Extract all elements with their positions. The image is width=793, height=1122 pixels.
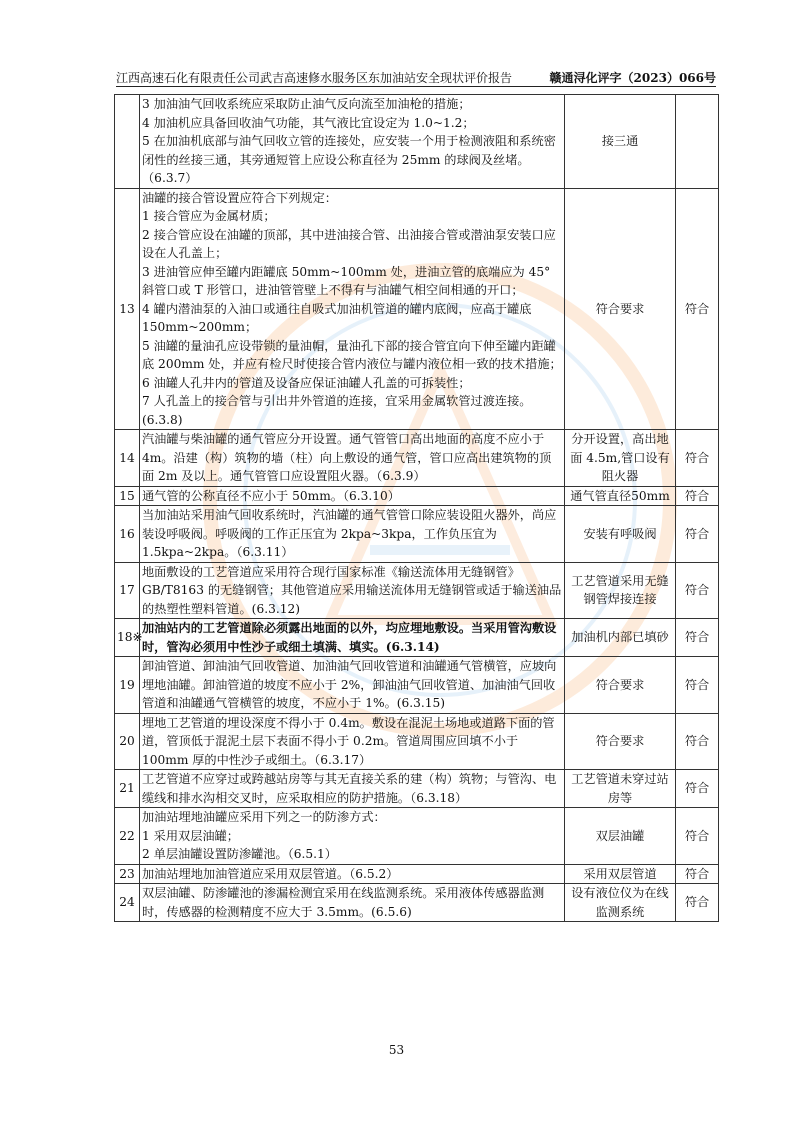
requirement-cell (140, 619, 565, 657)
requirement-cell (140, 430, 565, 487)
requirement-line: 工艺管道不应穿过或跨越站房等与其无直接关系的建（构）筑物；与管沟、电缆线和排水沟相交叉时，应采取相应的防护措施。（6.3.18） (142, 772, 557, 805)
table-row (115, 864, 719, 884)
requirement-cell (140, 808, 565, 865)
requirement-cell (140, 884, 565, 922)
check-result: 符合 (676, 430, 719, 487)
table-row (115, 506, 719, 563)
item-number: 22 (115, 808, 140, 865)
requirement-line: 通气管的公称直径不应小于 50mm。（6.3.10） (142, 488, 400, 503)
item-number: 20 (115, 713, 140, 770)
requirement-line: 当加油站采用油气回收系统时，汽油罐的通气管管口除应装设阻火器外，尚应装设呼吸阀。呼吸阀的工作正压宜为 2kpa~3kpa，工作负压宜为 1.5kpa~2kpa。（6.3.11） (142, 508, 557, 559)
requirement-cell (140, 188, 565, 430)
actual-situation: 通气管直径50mm (565, 486, 676, 506)
requirement-cell (140, 95, 565, 189)
table-row (115, 713, 719, 770)
table-row (115, 657, 719, 714)
actual-situation: 符合要求 (565, 188, 676, 430)
requirement-line: 卸油管道、卸油油气回收管道、加油油气回收管道和油罐通气管横管，应坡向埋地油罐。卸油管道的坡度不应小于 2%，卸油油气回收管道、加油油气回收管道和油罐通气管横管的坡度，不应小于 1%。(6.3.15) (142, 659, 557, 710)
table-row (115, 486, 719, 506)
requirement-cell (140, 864, 565, 884)
check-result: 符合 (676, 808, 719, 865)
requirement-cell (140, 506, 565, 563)
requirement-line: 加油站埋地油罐应采用下列之一的防渗方式： (142, 810, 386, 824)
item-number: 24 (115, 884, 140, 922)
item-number: 23 (115, 864, 140, 884)
page-number: 53 (388, 1043, 405, 1057)
requirement-line: 汽油罐与柴油罐的通气管应分开设置。通气管管口高出地面的高度不应小于 4m。沿建（构）筑物的墙（柱）向上敷设的通气管，管口应高出建筑物的顶面 2m 及以上。通气管管口应设置阻火器。（6.3.9） (142, 432, 552, 483)
requirement-cell (140, 657, 565, 714)
item-number: 21 (115, 770, 140, 808)
requirement-line: 油罐的接合管设置应符合下列规定： (142, 190, 337, 205)
check-result: 符合 (676, 884, 719, 922)
requirement-line: 4 加油机应具备回收油气功能，其气液比宜设定为 1.0~1.2； (142, 115, 475, 130)
table-row (115, 884, 719, 922)
actual-situation: 安装有呼吸阀 (565, 506, 676, 563)
check-result: 符合 (676, 713, 719, 770)
item-number: 19 (115, 657, 140, 714)
actual-situation: 设有液位仪为在线监测系统 (565, 884, 676, 922)
check-result: 符合 (676, 562, 719, 619)
actual-situation: 工艺管道采用无缝钢管焊接连接 (565, 562, 676, 619)
requirement-line: 埋地工艺管道的埋设深度不得小于 0.4m。敷设在混泥土场地或道路下面的管道，管顶低于混泥土层下表面不得小于 0.2m。管道周围应回填不小于 100mm 厚的中性沙子或细土。（6.3.17） (142, 715, 555, 767)
item-number: 15 (115, 486, 140, 506)
requirement-cell (140, 770, 565, 808)
actual-situation: 符合要求 (565, 657, 676, 714)
safety-check-table (114, 94, 719, 922)
item-number: 17 (115, 562, 140, 619)
requirement-line: 加油站埋地加油管道应采用双层管道。（6.5.2） (142, 866, 399, 881)
page-header (116, 66, 716, 87)
actual-situation: 工艺管道未穿过站房等 (565, 770, 676, 808)
check-result: 符合 (676, 657, 719, 714)
actual-situation: 分开设置，高出地面 4.5m,管口设有阻火器 (565, 430, 676, 487)
requirement-line: 1 接合管应为金属材质； (142, 209, 276, 223)
item-number: 16 (115, 506, 140, 563)
requirement-line: 3 进油管应伸至罐内距罐底 50mm~100mm 处，进油立管的底端应为 45° 斜管口或 T 形管口，进油管管壁上不得有与油罐气相空间相通的开口； (142, 264, 551, 297)
requirement-line: 5 油罐的量油孔应设带锁的量油帽，量油孔下部的接合管宜向下伸至罐内距罐底 200mm 处，并应有检尺时使接合管内液位与罐内液位相一致的技术措施； (142, 338, 562, 371)
actual-situation: 采用双层管道 (565, 864, 676, 884)
item-number: 13 (115, 188, 140, 430)
check-result: 符合 (676, 188, 719, 430)
requirement-line: 5 在加油机底部与油气回收立管的连接处，应安装一个用于检测液阻和系统密闭性的丝接三通，其旁通短管上应设公称直径为 25mm 的球阀及丝堵。（6.3.7） (142, 134, 556, 185)
check-result: 符合 (676, 506, 719, 563)
header-report-number: 赣通浔化评字（2023）066号 (549, 71, 716, 85)
table-row (115, 808, 719, 865)
requirement-line: 6 油罐人孔井内的管道及设备应保证油罐人孔盖的可拆装性； (142, 375, 471, 390)
check-result: 符合 (676, 770, 719, 808)
requirement-line: 1 采用双层油罐； (142, 828, 239, 843)
requirement-line: 2 接合管应设在油罐的顶部，其中进油接合管、出油接合管或潜油泵安装口应设在人孔盖上； (142, 227, 556, 260)
table-row (115, 188, 719, 430)
requirement-cell (140, 562, 565, 619)
requirement-line: 加油站内的工艺管道除必须露出地面的以外，均应埋地敷设。当采用管沟敷设时，管沟必须用中性沙子或细土填满、填实。(6.3.14) (142, 621, 557, 654)
requirement-line: 3 加油油气回收系统应采取防止油气反向流至加油枪的措施； (142, 97, 471, 111)
table-row (115, 770, 719, 808)
requirement-line: 2 单层油罐设置防渗罐池。（6.5.1） (142, 847, 337, 861)
check-result: 符合 (676, 486, 719, 506)
requirement-cell (140, 486, 565, 506)
actual-situation: 符合要求 (565, 713, 676, 770)
item-number: 18※ (115, 619, 140, 657)
item-number (115, 95, 140, 189)
requirement-line: 地面敷设的工艺管道应采用符合现行国家标准《输送流体用无缝钢管》GB/T8163 的无缝钢管；其他管道应采用输送流体用无缝钢管或适于输送油品的热塑性塑料管道。(6.3.12) (142, 564, 562, 616)
requirement-line: 双层油罐、防渗罐池的渗漏检测宜采用在线监测系统。采用液体传感器监测时，传感器的检测精度不应大于 3.5mm。(6.5.6) (142, 886, 545, 919)
check-result (676, 95, 719, 189)
header-report-title: 江西高速石化有限责任公司武吉高速修水服务区东加油站安全现状评价报告 (116, 71, 513, 85)
check-result: 符合 (676, 864, 719, 884)
table-row (115, 430, 719, 487)
actual-situation: 双层油罐 (565, 808, 676, 865)
table-row (115, 95, 719, 189)
actual-situation: 接三通 (565, 95, 676, 189)
requirement-cell (140, 713, 565, 770)
requirement-line: 7 人孔盖上的接合管与引出井外管道的连接，宜采用金属软管过渡连接。(6.3.8) (142, 394, 532, 427)
table-row (115, 619, 719, 657)
table-row (115, 562, 719, 619)
check-result: 符合 (676, 619, 719, 657)
actual-situation: 加油机内部已填砂 (565, 619, 676, 657)
requirement-line: 4 罐内潜油泵的入油口或通往自吸式加油机管道的罐内底阀，应高于罐底 150mm~200mm； (142, 301, 532, 334)
item-number: 14 (115, 430, 140, 487)
